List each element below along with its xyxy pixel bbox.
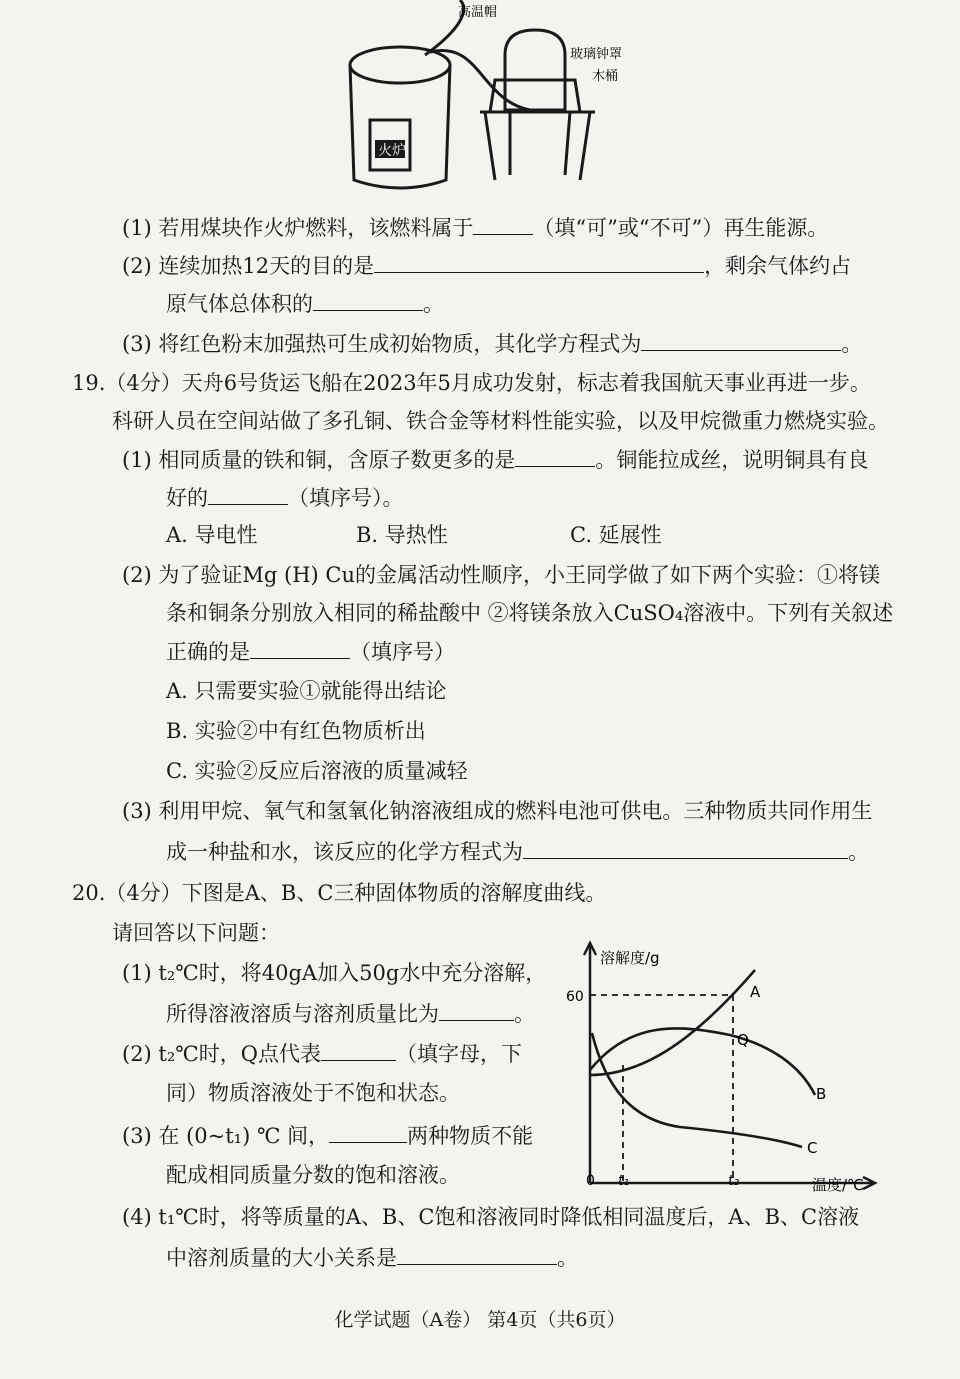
q18-blank2[interactable]: [374, 250, 704, 273]
q19-option-c: C. 延展性: [570, 523, 662, 547]
q19-part2-option-c: C. 实验②反应后溶液的质量减轻: [166, 759, 468, 783]
label-high-temp: 高温帽: [458, 5, 498, 20]
curve-b: [590, 1028, 815, 1095]
q19-part2-option-b: B. 实验②中有红色物质析出: [166, 719, 426, 743]
q20-part3: (3) 在 (0~t₁) ℃ 间， 两种物质不能: [122, 1120, 533, 1151]
q20-blank3[interactable]: [329, 1120, 407, 1143]
q19-part1: (1) 相同质量的铁和铜，含原子数更多的是 。铜能拉成丝，说明铜具有良: [122, 444, 868, 475]
x-tick-t2: t₂: [728, 1173, 740, 1189]
q20-part4-line2: 中溶剂质量的大小关系是 。: [166, 1242, 578, 1273]
q19-blank1[interactable]: [515, 444, 595, 467]
q18-part2-line2: 原气体总体积的 。: [166, 288, 444, 319]
q20-part4: (4) t₁℃时，将等质量的A、B、C饱和溶液同时降低相同温度后，A、B、C溶液: [122, 1205, 860, 1229]
q19-line2: 科研人员在空间站做了多孔铜、铁合金等材料性能实验，以及甲烷微重力燃烧实验。: [112, 409, 889, 433]
q19-part2: (2) 为了验证Mg (H) Cu的金属活动性顺序，小王同学做了如下两个实验：①将镁: [122, 563, 881, 587]
lavoisier-apparatus-illustration: [330, 0, 650, 200]
q18-blank1[interactable]: [473, 212, 533, 235]
label-bell-jar: 玻璃钟罩: [570, 47, 623, 62]
q18-part3: (3) 将红色粉末加强热可生成初始物质，其化学方程式为 。: [122, 328, 862, 359]
q19-part2-option-a: A. 只需要实验①就能得出结论: [166, 679, 447, 703]
q20-part2-line2: 同）物质溶液处于不饱和状态。: [166, 1081, 460, 1105]
series-label-a: A: [750, 983, 761, 1001]
q18-blank3[interactable]: [313, 288, 423, 311]
q19-blank4[interactable]: [523, 836, 848, 859]
q20-part1: (1) t₂℃时，将40gA加入50g水中充分溶解，: [122, 961, 547, 985]
q18-part1: (1) 若用煤块作火炉燃料，该燃料属于 （填“可”或“不可”）再生能源。: [122, 212, 828, 243]
q19-option-b: B. 导热性: [356, 523, 448, 547]
label-barrel: 木桶: [592, 69, 619, 84]
q19-option-a: A. 导电性: [166, 523, 258, 547]
q20-blank2[interactable]: [321, 1038, 396, 1061]
q20-blank4[interactable]: [397, 1242, 557, 1265]
y-tick-60: 60: [566, 989, 584, 1005]
point-q-label: Q: [737, 1031, 749, 1049]
q19-part2-line3: 正确的是 （填序号）: [166, 636, 455, 667]
furnace-label: 火炉: [378, 143, 406, 159]
q19-heading: 19.（4分）天舟6号货运飞船在2023年5月成功发射，标志着我国航天事业再进一步。: [72, 371, 871, 395]
series-label-c: C: [807, 1139, 818, 1157]
q19-part3-line2: 成一种盐和水，该反应的化学方程式为 。: [166, 836, 869, 867]
q20-blank1[interactable]: [439, 998, 514, 1021]
y-axis-label: 溶解度/g: [600, 949, 660, 967]
q19-part1-line2: 好的 （填序号）。: [166, 482, 404, 513]
q18-blank4[interactable]: [641, 328, 841, 351]
q19-part3: (3) 利用甲烷、氧气和氢氧化钠溶液组成的燃料电池可供电。三种物质共同作用生: [122, 799, 873, 823]
page-footer: 化学试题（A卷） 第4页（共6页）: [334, 1309, 626, 1331]
q20-part3-line2: 配成相同质量分数的饱和溶液。: [166, 1163, 460, 1187]
q20-intro: 请回答以下问题：: [112, 921, 280, 945]
q20-heading: 20.（4分）下图是A、B、C三种固体物质的溶解度曲线。: [72, 881, 607, 905]
q18-part2: (2) 连续加热12天的目的是 ，剩余气体约占: [122, 250, 851, 281]
solubility-curve-chart: [560, 935, 890, 1200]
q20-part1-line2: 所得溶液溶质与溶剂质量比为 。: [166, 998, 535, 1029]
curve-a: [590, 970, 755, 1075]
q19-blank3[interactable]: [250, 636, 350, 659]
q20-part2: (2) t₂℃时，Q点代表 （填字母，下: [122, 1038, 522, 1069]
x-tick-t1: t₁: [618, 1173, 630, 1189]
x-tick-0: 0: [586, 1173, 595, 1189]
series-label-b: B: [816, 1085, 827, 1103]
q19-part2-line2: 条和铜条分别放入相同的稀盐酸中 ②将镁条放入CuSO₄溶液中。下列有关叙述: [166, 601, 894, 625]
q19-blank2[interactable]: [208, 482, 288, 505]
x-axis-label: 温度/℃: [812, 1176, 864, 1194]
